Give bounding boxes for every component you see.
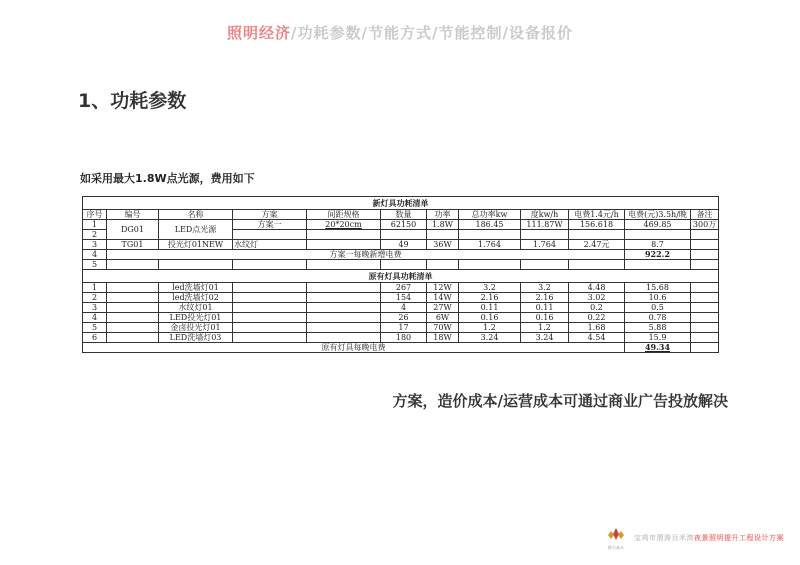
table-cell [307, 240, 381, 250]
table-cell: 3.24 [521, 333, 569, 343]
footer-text [634, 533, 784, 543]
table-cell: 14W [427, 293, 459, 303]
table-cell [691, 333, 719, 343]
column-header: 方案 [233, 210, 307, 220]
table-cell: 1 [83, 220, 107, 230]
header-separator: / [361, 24, 368, 42]
table-cell: 6 [83, 333, 107, 343]
column-header: 功率 [427, 210, 459, 220]
table-cell: 111.87W [521, 220, 569, 230]
table-cell: 水纹灯01 [159, 303, 233, 313]
table-cell: 2 [83, 293, 107, 303]
table-row [83, 323, 719, 333]
table-cell: 1.764 [459, 240, 521, 250]
table-cell [307, 260, 381, 270]
table-cell: 4 [83, 313, 107, 323]
header-separator: / [291, 24, 298, 42]
table-cell [625, 260, 691, 270]
table-cell: 4 [83, 250, 107, 260]
table-cell [107, 303, 159, 313]
table-cell: DG01 [107, 220, 159, 240]
table-cell: 20*20cm [307, 220, 381, 230]
section-title: 1、功耗参数 [78, 90, 187, 112]
table-cell: 0.11 [459, 303, 521, 313]
column-header: 编号 [107, 210, 159, 220]
table-cell [107, 260, 159, 270]
table-cell [107, 323, 159, 333]
table-cell [307, 303, 381, 313]
table-cell [691, 293, 719, 303]
table-cell: 3.2 [459, 283, 521, 293]
table-cell [307, 283, 381, 293]
column-header: 电费1.4元/h [569, 210, 625, 220]
column-header: 度kw/h [521, 210, 569, 220]
summary-label: 方案一每晚新增电费 [107, 250, 625, 260]
header-nav [0, 22, 800, 43]
table-row [83, 283, 719, 293]
table-cell [691, 230, 719, 240]
table-cell [459, 230, 521, 240]
table-cell: 5.88 [625, 323, 691, 333]
table-cell: 2.16 [459, 293, 521, 303]
logo-text: 稚尔森木 [608, 545, 624, 550]
table-cell [691, 303, 719, 313]
table-cell [233, 333, 307, 343]
table-row [83, 333, 719, 343]
table-cell: 5 [83, 323, 107, 333]
table-cell [107, 283, 159, 293]
table-cell [569, 230, 625, 240]
table-cell: 154 [381, 293, 427, 303]
table-cell: 2 [83, 230, 107, 240]
table-cell: 1 [83, 283, 107, 293]
column-header: 名称 [159, 210, 233, 220]
table-cell: 1.764 [521, 240, 569, 250]
table-cell [521, 260, 569, 270]
table-cell: 方案一 [233, 220, 307, 230]
table-cell [307, 230, 381, 240]
table-cell: 4.54 [569, 333, 625, 343]
logo-icon [608, 528, 624, 540]
table-cell [381, 260, 427, 270]
table-cell: 0.22 [569, 313, 625, 323]
table-cell: 12W [427, 283, 459, 293]
table-row [83, 250, 719, 260]
table-cell: 1.2 [521, 323, 569, 333]
table-cell: 300万 [691, 220, 719, 230]
table-cell: 5 [83, 260, 107, 270]
table-cell: 4 [381, 303, 427, 313]
header-separator: / [432, 24, 439, 42]
table-row [83, 210, 719, 220]
table-cell: 1.68 [569, 323, 625, 333]
table-cell: 0.5 [625, 303, 691, 313]
table-cell: 469.85 [625, 220, 691, 230]
footer-project-title: 夜景照明提升工程设计方案 [694, 534, 784, 542]
table-cell: 1.2 [459, 323, 521, 333]
table-cell [691, 250, 719, 260]
table-cell: 10.6 [625, 293, 691, 303]
table-cell: 3 [83, 303, 107, 313]
table-cell: 1.8W [427, 220, 459, 230]
table-cell [233, 313, 307, 323]
table-cell: 0.16 [521, 313, 569, 323]
header-nav-item: 节能控制 [438, 24, 503, 42]
footer-location: 宝鸡市渭涛百米湾 [634, 534, 694, 542]
table-cell [427, 260, 459, 270]
table-row [83, 260, 719, 270]
column-header: 备注 [691, 210, 719, 220]
intro-text: 如采用最大1.8W点光源，费用如下 [80, 172, 255, 185]
table-cell [307, 333, 381, 343]
table-cell [427, 230, 459, 240]
table-cell: 70W [427, 323, 459, 333]
column-header: 数量 [381, 210, 427, 220]
table-cell [107, 333, 159, 343]
table-cell [691, 260, 719, 270]
table-cell: 27W [427, 303, 459, 313]
table-cell: 267 [381, 283, 427, 293]
table-cell: 2.16 [521, 293, 569, 303]
table-cell: 8.7 [625, 240, 691, 250]
table-cell: 0.16 [459, 313, 521, 323]
table-cell: 180 [381, 333, 427, 343]
table-cell [233, 303, 307, 313]
table-cell [107, 293, 159, 303]
table-cell [159, 260, 233, 270]
table-cell: 36W [427, 240, 459, 250]
summary-value: 922.2 [625, 250, 691, 260]
table-row [83, 293, 719, 303]
table-cell [691, 283, 719, 293]
table-cell [381, 230, 427, 240]
table-cell: LED洗墙灯03 [159, 333, 233, 343]
table-cell [569, 260, 625, 270]
table-cell: 15.9 [625, 333, 691, 343]
table-cell: 15.68 [625, 283, 691, 293]
table-cell [691, 343, 719, 353]
header-nav-item: 设备报价 [508, 24, 573, 42]
header-nav-item: 功耗参数 [297, 24, 362, 42]
table-cell [307, 323, 381, 333]
header-nav-item: 节能方式 [367, 24, 432, 42]
table-cell: 2.47元 [569, 240, 625, 250]
summary-label: 原有灯具每晚电费 [83, 343, 625, 353]
table-cell: 水纹灯 [233, 240, 307, 250]
table-cell: 投光灯01NEW [159, 240, 233, 250]
header-nav-item: 照明经济 [226, 24, 291, 42]
table-cell [233, 260, 307, 270]
table-row [83, 343, 719, 353]
company-logo [604, 525, 628, 551]
table-cell: 0.11 [521, 303, 569, 313]
table-cell: 3.24 [459, 333, 521, 343]
power-consumption-table [82, 196, 719, 353]
table-cell: led洗墙灯02 [159, 293, 233, 303]
table-cell: 0.2 [569, 303, 625, 313]
column-header: 间距规格 [307, 210, 381, 220]
table-cell: 26 [381, 313, 427, 323]
header-separator: / [502, 24, 509, 42]
table-cell [521, 230, 569, 240]
table-cell: 4.48 [569, 283, 625, 293]
table-cell: 49 [381, 240, 427, 250]
table-cell: 3.2 [521, 283, 569, 293]
table-cell [691, 240, 719, 250]
table-cell: 18W [427, 333, 459, 343]
footer [604, 525, 784, 551]
column-header: 总功率kw [459, 210, 521, 220]
table-cell: 17 [381, 323, 427, 333]
table-cell [233, 230, 307, 240]
table-cell: 62150 [381, 220, 427, 230]
table-cell: 3.02 [569, 293, 625, 303]
column-header: 电费(元)3.5h/晚 [625, 210, 691, 220]
table-cell [233, 323, 307, 333]
table-row [83, 240, 719, 250]
table-cell: 金卤投光灯01 [159, 323, 233, 333]
table-cell: LED点光源 [159, 220, 233, 240]
table-cell: TG01 [107, 240, 159, 250]
table-cell [107, 313, 159, 323]
table-cell: LED投光灯01 [159, 313, 233, 323]
table-cell: 186.45 [459, 220, 521, 230]
table-cell: 6W [427, 313, 459, 323]
summary-value: 49.34 [625, 343, 691, 353]
table-cell [307, 293, 381, 303]
table-title: 新灯具功耗清单 [83, 197, 719, 210]
table-cell [691, 313, 719, 323]
table-cell [691, 323, 719, 333]
table-cell: 3 [83, 240, 107, 250]
table-cell: 156.618 [569, 220, 625, 230]
table-row [83, 313, 719, 323]
table-title: 原有灯具功耗清单 [83, 270, 719, 283]
table-cell [233, 293, 307, 303]
table-cell: 0.78 [625, 313, 691, 323]
table-row [83, 303, 719, 313]
conclusion-text: 方案，造价成本/运营成本可通过商业广告投放解决 [392, 392, 728, 410]
table-cell [307, 313, 381, 323]
table-row [83, 270, 719, 283]
table-cell [459, 260, 521, 270]
table-cell: led洗墙灯01 [159, 283, 233, 293]
table-row [83, 197, 719, 210]
table-cell [625, 230, 691, 240]
column-header: 序号 [83, 210, 107, 220]
table-row [83, 220, 719, 230]
table-cell [233, 283, 307, 293]
